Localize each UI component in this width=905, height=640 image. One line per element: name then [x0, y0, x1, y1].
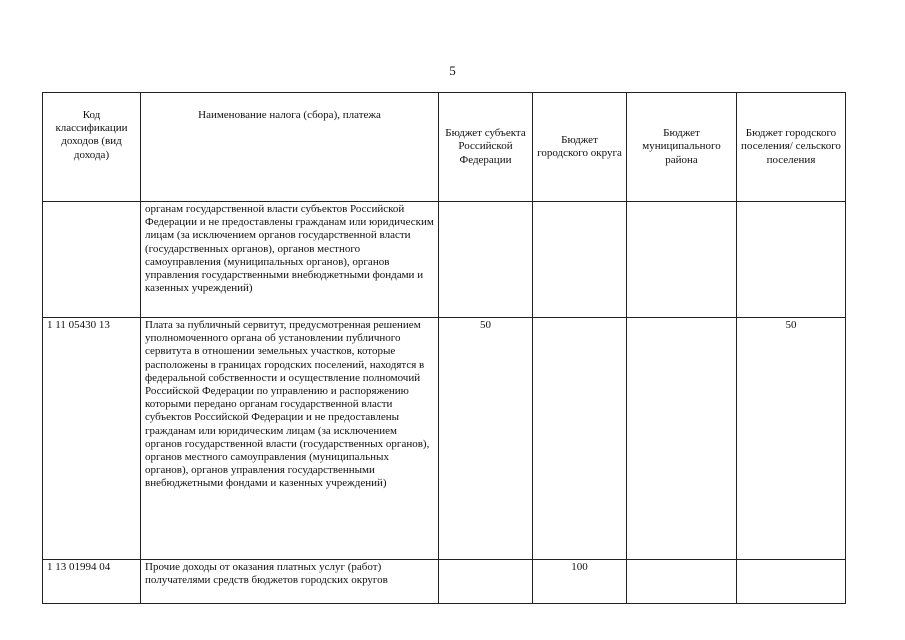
table-row	[43, 560, 846, 604]
header-municipal-district-budget: Бюджет муниципального района	[627, 93, 737, 202]
table-header-row	[43, 93, 846, 202]
table-row	[43, 202, 846, 318]
header-city-district-budget: Бюджет городского округа	[533, 93, 627, 202]
header-name: Наименование налога (сбора), платежа	[141, 93, 439, 202]
row-municipal-district-budget	[627, 560, 737, 604]
row-municipal-district-budget	[627, 202, 737, 318]
row-settlement-budget	[737, 202, 846, 318]
header-subject-budget: Бюджет субъекта Российской Федерации	[439, 93, 533, 202]
row-subject-budget	[439, 202, 533, 318]
row-name: Плата за публичный сервитут, предусмотренная решением уполномоченного органа об установлении публичного сервитута в отношении земельных участков, которые расположены в границах городских поселений, находятся в федеральной собственности и осуществление полномочий Российской Федерации по управлению и распоряжению которыми передано органам государственной власти субъектов Российской Федерации и не предоставлены гражданам или юридическим лицам (за исключением органов государственной власти (государственных органов), органов местного самоуправления (муниципальных органов), органов управления государственными внебюджетными фондами и казенных учреждений)	[141, 318, 439, 560]
row-city-district-budget: 100	[533, 560, 627, 604]
row-city-district-budget	[533, 318, 627, 560]
header-settlement-budget: Бюджет городского поселения/ сельского поселения	[737, 93, 846, 202]
revenue-distribution-table	[42, 92, 846, 604]
row-subject-budget: 50	[439, 318, 533, 560]
header-code: Код классификации доходов (вид дохода)	[43, 93, 141, 202]
row-settlement-budget	[737, 560, 846, 604]
row-name: Прочие доходы от оказания платных услуг (работ) получателями средств бюджетов городских округов	[141, 560, 439, 604]
row-city-district-budget	[533, 202, 627, 318]
row-municipal-district-budget	[627, 318, 737, 560]
row-settlement-budget: 50	[737, 318, 846, 560]
row-code: 1 13 01994 04	[43, 560, 141, 604]
table-row	[43, 318, 846, 560]
row-name: органам государственной власти субъектов Российской Федерации и не предоставлены гражданам или юридическим лицам (за исключением органов государственной власти (государственных органов), органов местного самоуправления (муниципальных органов), органов управления государственными внебюджетными фондами и казенных учреждений)	[141, 202, 439, 318]
row-code	[43, 202, 141, 318]
row-code: 1 11 05430 13	[43, 318, 141, 560]
page-number: 5	[449, 63, 456, 78]
row-subject-budget	[439, 560, 533, 604]
